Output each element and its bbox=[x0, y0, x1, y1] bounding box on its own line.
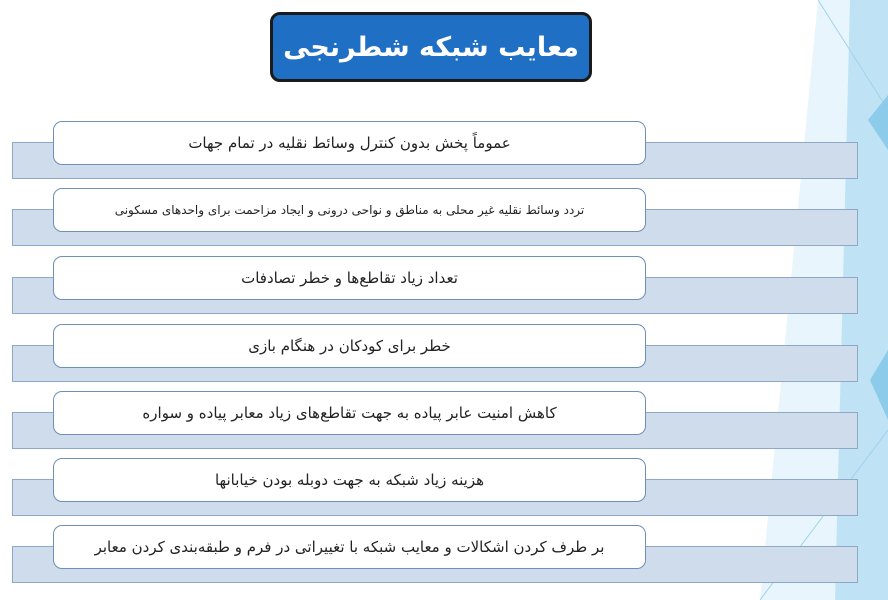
list-item bbox=[0, 256, 888, 326]
list-item-text: بر طرف کردن اشکالات و معایب شبکه با تغییراتی در فرم و طبقه‌بندی کردن معابر bbox=[53, 525, 646, 569]
list-item bbox=[0, 188, 888, 258]
list-item-text: تردد وسائط نقلیه غیر محلی به مناطق و نواحی درونی و ایجاد مزاحمت برای واحدهای مسکونی bbox=[53, 188, 646, 232]
list-item-text: خطر برای کودکان در هنگام بازی bbox=[53, 324, 646, 368]
list-item bbox=[0, 391, 888, 461]
list-item-text: کاهش امنیت عابر پیاده به جهت تقاطع‌های زیاد معابر پیاده و سواره bbox=[53, 391, 646, 435]
list-item bbox=[0, 324, 888, 394]
list-item bbox=[0, 525, 888, 595]
list-item bbox=[0, 458, 888, 528]
list-item bbox=[0, 121, 888, 191]
page-title: معایب شبکه شطرنجی bbox=[270, 12, 592, 82]
list-item-text: تعداد زیاد تقاطع‌ها و خطر تصادفات bbox=[53, 256, 646, 300]
list-item-text: هزینه زیاد شبکه به جهت دوبله بودن خیابانها bbox=[53, 458, 646, 502]
list-item-text: عموماً پخش بدون کنترل وسائط نقلیه در تمام جهات bbox=[53, 121, 646, 165]
